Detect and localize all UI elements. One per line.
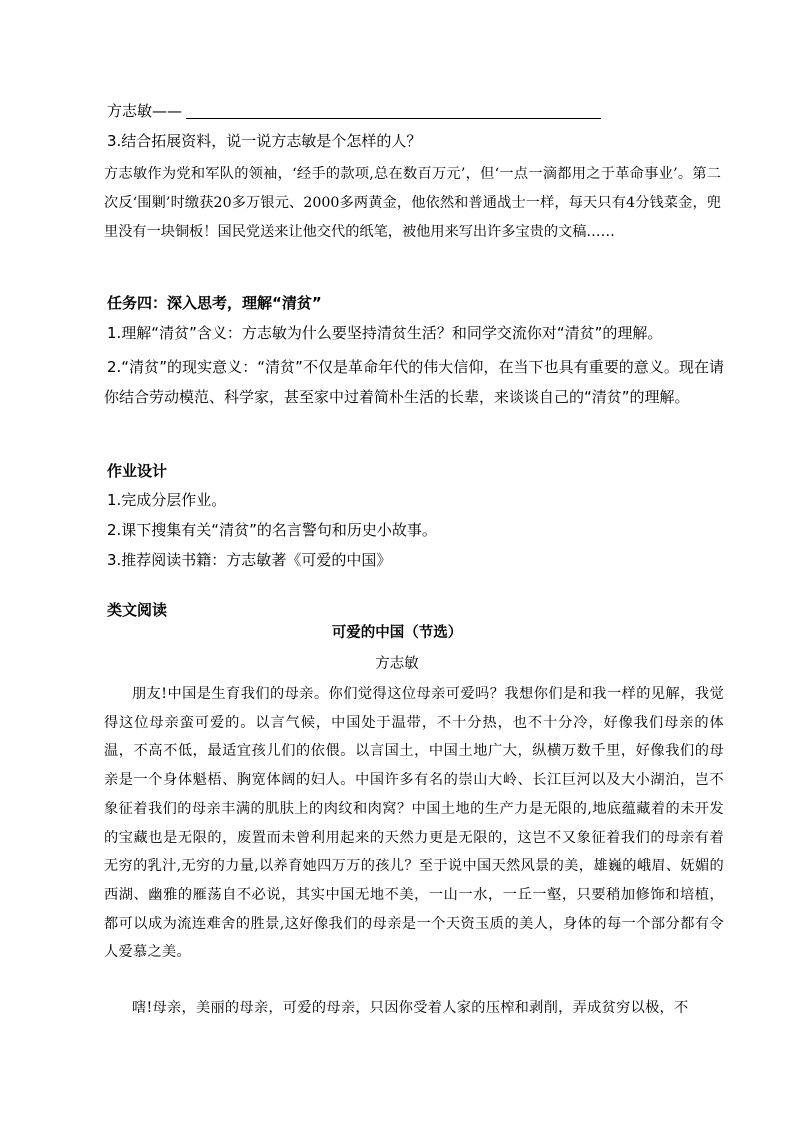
question-3-title: 3.结合拓展资料，说一说方志敏是个怎样的人？	[107, 132, 422, 150]
article-title: 可爱的中国（节选）	[331, 624, 463, 641]
article-paragraph-1: 朋友!中国是生育我们的母亲。你们觉得这位母亲可爱吗？我想你们是和我一样的见解，我觉得这位母亲蛮可爱的。以言气候，中国处于温带，不十分热，也不十分冷，好像我们母亲的体温，不高不低，最适宜孩儿们的依偎。以言国土，中国土地广大，纵横万数千里，好像我们的母亲是一个身体魁梧、胸宽体阔的妇人。中国许多有名的崇山大岭、长江巨河以及大小湖泊，岂不象征着我们的母亲丰满的肌肤上的肉纹和肉窝？中国土地的生产力是无限的,地底蕴藏着的未开发的宝藏也是无限的，废置而未曾利用起来的天然力更是无限的，这岂不又象征着我们的母亲有着无穷的乳汁,无穷的力量,以养育她四万万的孩儿？至于说中国天然风景的美，雄巍的峨眉、妩媚的西湖、幽雅的雁荡自不必说，其实中国无地不美，一山一水，一丘一壑，只要稍加修饰和培植，都可以成为流连难舍的胜景,这好像我们的母亲是一个天资玉质的美人，身体的每一个部分都有令人爱慕之美。	[104, 686, 724, 961]
task4-title: 任务四：深入思考，理解“清贫”	[107, 294, 322, 312]
task4-item-2: 2.“清贫”的现实意义：“清贫”不仅是革命年代的伟大信仰，在当下也具有重要的意义。现在请你结合劳动模范、科学家，甚至家中过着简朴生活的长辈，来谈谈自己的“清贫”的理解。	[104, 358, 724, 406]
homework-item-1: 1.完成分层作业。	[107, 491, 227, 509]
article-paragraph-2: 嗐!母亲，美丽的母亲，可爱的母亲，只因你受着人家的压榨和剥削，弄成贫穷以极，不	[132, 1000, 689, 1016]
homework-title: 作业设计	[107, 462, 168, 480]
question-3-answer: 方志敏作为党和军队的领袖，‘经手的款项,总在数百万元’，但‘一点一滴都用之于革命事业’。第二次反‘围剿’时缴获20多万银元、2000多两黄金，他依然和普通战士一样，每天只有4分钱菜金，兜里没有一块铜板！国民党送来让他交代的纸笔，被他用来写出许多宝贵的文稿……	[104, 166, 721, 240]
homework-item-2: 2.课下搜集有关“清贫”的名言警句和历史小故事。	[107, 521, 437, 539]
homework-item-3: 3.推荐阅读书籍：方志敏著《可爱的中国》	[107, 551, 392, 569]
task4-item-1: 1.理解“清贫”含义：方志敏为什么要坚持清贫生活？和同学交流你对“清贫”的理解。	[107, 324, 663, 342]
answer-blank-line	[186, 118, 601, 119]
reading-section-title: 类文阅读	[107, 601, 168, 619]
question-2-prefix: 方志敏——	[107, 102, 183, 120]
article-author: 方志敏	[375, 656, 419, 672]
